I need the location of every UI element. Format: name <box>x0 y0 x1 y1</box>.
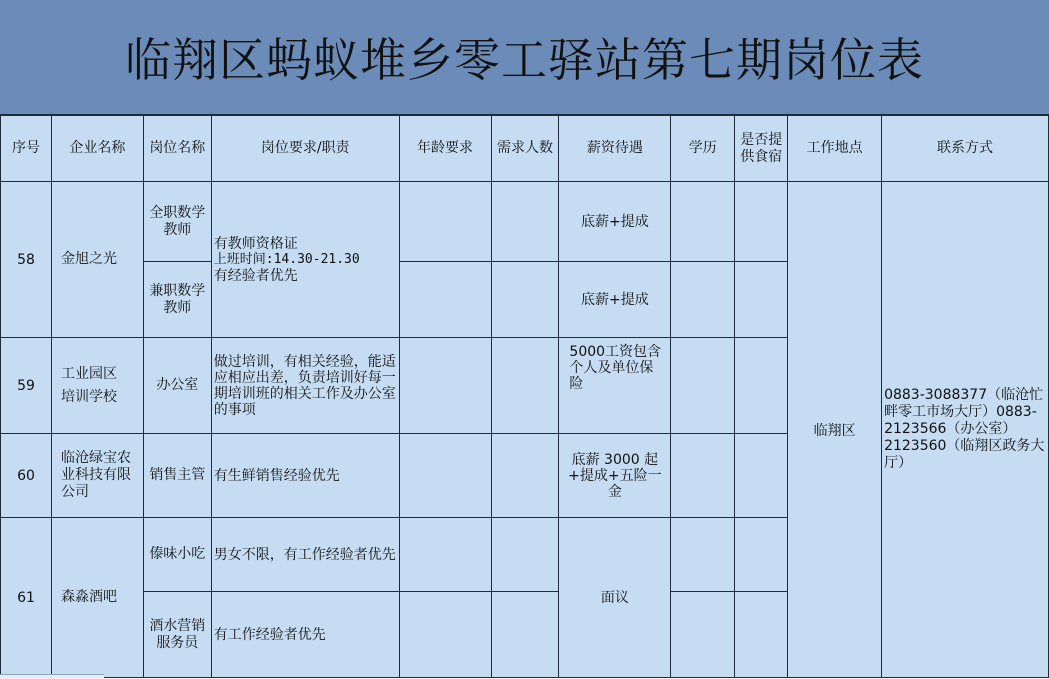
position-cell: 傣味小吃 <box>143 518 211 592</box>
requirement-line: 上班时间:14.30-21.30 <box>213 251 360 267</box>
salary-cell: 底薪 3000 起+提成+五险一金 <box>559 434 671 518</box>
meals-cell <box>735 434 788 518</box>
count-cell <box>491 182 559 262</box>
header-seq: 序号 <box>1 116 52 182</box>
count-cell <box>491 434 559 518</box>
sheet-scroll-indicator[interactable] <box>0 674 104 679</box>
age-cell <box>399 518 491 592</box>
age-cell <box>399 182 491 262</box>
seq-cell: 58 <box>1 182 52 338</box>
position-cell: 全职数学教师 <box>143 182 211 262</box>
salary-cell: 底薪+提成 <box>559 182 671 262</box>
header-meals: 是否提供食宿 <box>735 116 788 182</box>
requirement-cell: 男女不限，有工作经验者优先 <box>211 518 399 592</box>
header-count: 需求人数 <box>491 116 559 182</box>
header-education: 学历 <box>671 116 735 182</box>
education-cell <box>671 434 735 518</box>
title-banner <box>0 0 1049 115</box>
header-company: 企业名称 <box>51 116 143 182</box>
meals-cell <box>735 182 788 262</box>
header-row <box>1 116 1049 182</box>
requirement-cell: 有生鲜销售经验优先 <box>211 434 399 518</box>
requirement-line: 有经验者优先 <box>213 267 298 284</box>
header-contact: 联系方式 <box>882 116 1049 182</box>
meals-cell <box>735 592 788 678</box>
requirement-cell: 做过培训，有相关经验，能适应相应出差，负责培训好每一期培训班的相关工作及办公室的事项 <box>211 338 399 434</box>
education-cell <box>671 182 735 262</box>
seq-cell: 61 <box>1 518 52 678</box>
table-row <box>1 182 1049 262</box>
position-cell: 办公室 <box>143 338 211 434</box>
requirement-line: 有教师资格证 <box>213 235 298 252</box>
company-line: 培训学校 <box>60 388 117 405</box>
count-cell <box>491 592 559 678</box>
education-cell <box>671 338 735 434</box>
education-cell <box>671 592 735 678</box>
contact-cell: 0883-3088377（临沧忙畔零工市场大厅）0883-2123566（办公室）2123560（临翔区政务大厅） <box>882 182 1049 678</box>
header-position: 岗位名称 <box>143 116 211 182</box>
job-table <box>0 115 1049 678</box>
count-cell <box>491 518 559 592</box>
age-cell <box>399 434 491 518</box>
count-cell <box>491 262 559 338</box>
position-cell: 兼职数学教师 <box>143 262 211 338</box>
requirement-cell: 有工作经验者优先 <box>211 592 399 678</box>
company-line: 工业园区 <box>60 365 117 382</box>
location-cell: 临翔区 <box>788 182 882 678</box>
header-location: 工作地点 <box>788 116 882 182</box>
header-requirement: 岗位要求/职责 <box>211 116 399 182</box>
salary-cell: 面议 <box>559 518 671 678</box>
company-cell <box>51 338 143 434</box>
company-cell: 森淼酒吧 <box>51 518 143 678</box>
salary-cell: 5000工资包含个人及单位保险 <box>559 338 671 434</box>
age-cell <box>399 262 491 338</box>
company-cell: 金旭之光 <box>51 182 143 338</box>
seq-cell: 59 <box>1 338 52 434</box>
header-salary: 薪资待遇 <box>559 116 671 182</box>
age-cell <box>399 338 491 434</box>
count-cell <box>491 338 559 434</box>
header-age: 年龄要求 <box>399 116 491 182</box>
meals-cell <box>735 262 788 338</box>
salary-cell: 底薪+提成 <box>559 262 671 338</box>
meals-cell <box>735 518 788 592</box>
meals-cell <box>735 338 788 434</box>
education-cell <box>671 262 735 338</box>
education-cell <box>671 518 735 592</box>
seq-cell: 60 <box>1 434 52 518</box>
company-cell: 临沧绿宝农业科技有限公司 <box>51 434 143 518</box>
position-cell: 销售主管 <box>143 434 211 518</box>
requirement-cell <box>211 182 399 338</box>
age-cell <box>399 592 491 678</box>
page-title: 临翔区蚂蚁堆乡零工驿站第七期岗位表 <box>125 33 924 87</box>
position-cell: 酒水营销服务员 <box>143 592 211 678</box>
